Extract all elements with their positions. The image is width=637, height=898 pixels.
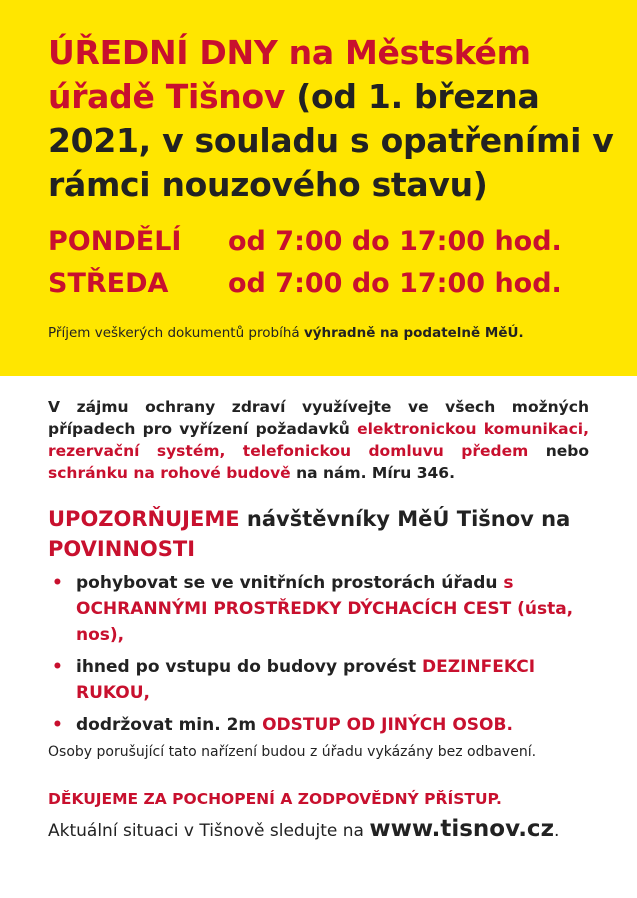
intro-text: V zájmu ochrany zdraví využívejte ve všech možných případech pro vyřízení požadavků xyxy=(48,398,589,438)
item-text: ihned po vstupu do budovy provést xyxy=(76,657,423,677)
title-highlight: ÚŘEDNÍ DNY na Městském úřadě Tišnov xyxy=(48,33,531,116)
intro-paragraph xyxy=(48,396,589,484)
item-highlight: ODSTUP OD JINÝCH OSOB. xyxy=(262,715,513,735)
page-title xyxy=(48,31,615,207)
bullet-icon: • xyxy=(52,573,63,593)
follow-text: Aktuální situaci v Tišnově sledujte na xyxy=(48,821,370,841)
item-highlight: s OCHRANNÝMI PROSTŘEDKY DÝCHACÍCH CEST (ústa, nos), xyxy=(76,573,574,645)
schedule-time: od 7:00 do 17:00 hod. xyxy=(228,226,562,257)
item-text: dodržovat min. 2m xyxy=(76,715,263,735)
bullet-icon: • xyxy=(52,657,63,677)
warning-keyword: POVINNOSTI xyxy=(48,537,196,561)
note-text: Příjem veškerých dokumentů probíhá xyxy=(48,325,304,341)
item-highlight: DEZINFEKCI RUKOU, xyxy=(76,657,536,703)
note-emphasis: výhradně na podatelně MěÚ. xyxy=(303,325,524,341)
schedule-day: STŘEDA xyxy=(48,268,169,299)
intro-text: na nám. Míru 346. xyxy=(290,464,455,482)
schedule-time: od 7:00 do 17:00 hod. xyxy=(228,268,562,299)
schedule-row xyxy=(48,221,615,263)
penalty-note: Osoby porušující tato nařízení budou z úřadu vykázány bez odbavení. xyxy=(48,744,537,760)
office-hours xyxy=(48,221,615,305)
header-section xyxy=(0,0,637,376)
bullet-icon: • xyxy=(52,715,63,735)
schedule-day: PONDĚLÍ xyxy=(48,226,182,257)
website-link[interactable]: www.tisnov.cz xyxy=(369,816,554,842)
obligations-list xyxy=(48,570,589,738)
warning-keyword: UPOZORŇUJEME xyxy=(48,507,240,531)
list-item xyxy=(48,712,589,738)
warning-heading xyxy=(48,504,589,564)
title-subtext: (od 1. března 2021, v souladu s opatřeními v rámci nouzového stavu) xyxy=(48,77,614,204)
follow-end: . xyxy=(553,821,560,841)
thanks-line: DĚKUJEME ZA POCHOPENÍ A ZODPOVĚDNÝ PŘÍSTUP. xyxy=(48,790,502,808)
list-item xyxy=(48,654,589,706)
warning-text: návštěvníky MěÚ Tišnov na xyxy=(239,507,571,531)
item-text: pohybovat se ve vnitřních prostorách úřadu xyxy=(76,573,504,593)
documents-note xyxy=(48,325,615,341)
intro-highlight: schránku na rohové budově xyxy=(48,464,291,482)
follow-line xyxy=(48,816,589,842)
content-section xyxy=(0,376,637,842)
intro-text: nebo xyxy=(528,442,589,460)
list-item xyxy=(48,570,589,648)
intro-highlight: elektronickou komunikaci, rezervační systém, telefonickou domluvu předem xyxy=(48,420,589,460)
schedule-row xyxy=(48,263,615,305)
